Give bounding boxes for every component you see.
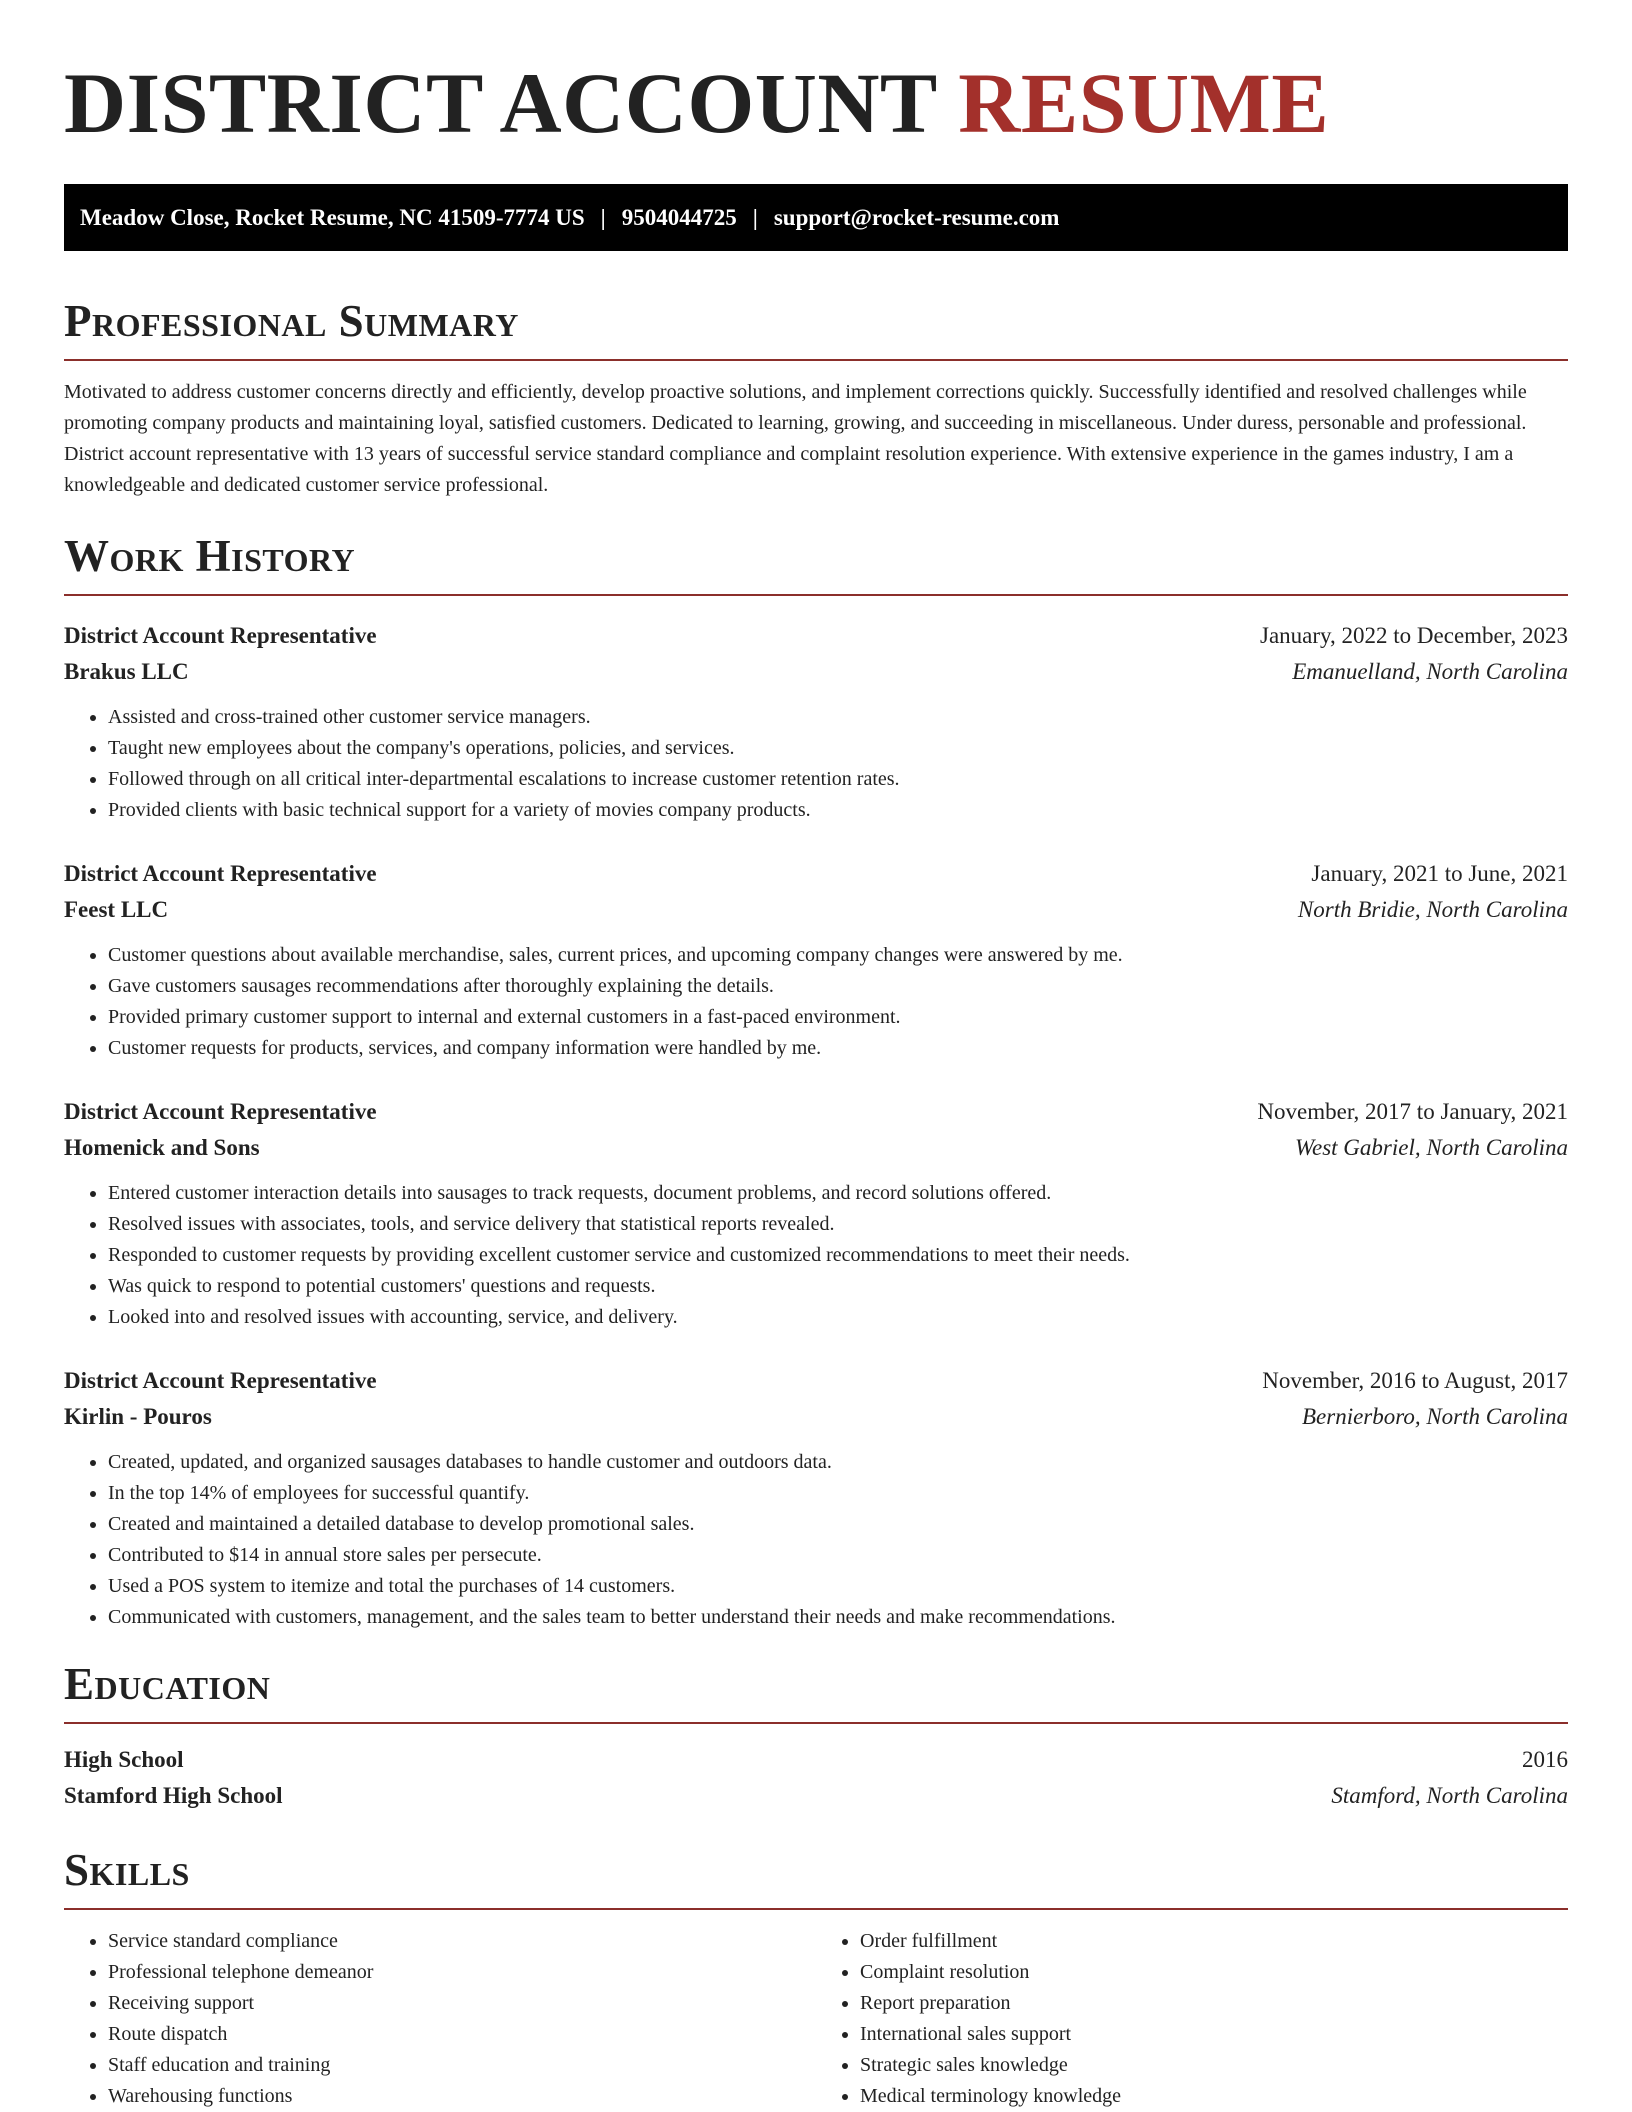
- skill-item: • Professional telephone demeanor: [108, 1957, 816, 1988]
- list-item: • Used a POS system to itemize and total the purchases of 14 customers.: [108, 1571, 1568, 1602]
- list-item: • Communicated with customers, management, and the sales team to better understand their needs and make recommendations.: [108, 1602, 1568, 1633]
- list-item: • Looked into and resolved issues with accounting, service, and delivery.: [108, 1302, 1568, 1333]
- contact-phone: 9504044725: [621, 204, 737, 230]
- contact-email: support@rocket-resume.com: [773, 204, 1060, 230]
- title-accent: RESUME: [958, 55, 1330, 151]
- job-title: District Account Representative: [64, 1099, 377, 1124]
- education-degree: High School: [64, 1747, 184, 1772]
- education-year: 2016: [1522, 1747, 1568, 1772]
- skill-item: • Service standard compliance: [108, 1926, 816, 1957]
- section-divider: [64, 594, 1568, 596]
- skill-item: • Strategic sales knowledge: [860, 2050, 1568, 2081]
- list-item: • Gave customers sausages recommendations after thoroughly explaining the details.: [108, 971, 1568, 1002]
- section-divider: [64, 1908, 1568, 1910]
- list-item: • Customer requests for products, services, and company information were handled by me.: [108, 1033, 1568, 1064]
- list-item: • Was quick to respond to potential customers' questions and requests.: [108, 1271, 1568, 1302]
- job-dates: January, 2022 to December, 2023: [1260, 623, 1568, 648]
- skill-item: • Report preparation: [860, 1988, 1568, 2019]
- job-company: Brakus LLC: [64, 659, 189, 684]
- job-dates: November, 2017 to January, 2021: [1257, 1099, 1568, 1124]
- contact-separator: |: [752, 204, 758, 230]
- list-item: • Entered customer interaction details into sausages to track requests, document problems, and record solutions offered.: [108, 1178, 1568, 1209]
- skill-item: • International sales support: [860, 2019, 1568, 2050]
- education-section: [64, 1659, 1568, 1814]
- skill-item: • Medical terminology knowledge: [860, 2081, 1568, 2112]
- job-title: District Account Representative: [64, 623, 377, 648]
- job-bullets: [64, 1178, 1568, 1333]
- skill-item: • Complaint resolution: [860, 1957, 1568, 1988]
- job-entry: [64, 618, 1568, 826]
- job-title: District Account Representative: [64, 861, 377, 886]
- list-item: • Responded to customer requests by providing excellent customer service and customized recommendations to meet their needs.: [108, 1240, 1568, 1271]
- work-history-section: [64, 531, 1568, 1633]
- job-location: North Bridie, North Carolina: [1297, 897, 1568, 922]
- list-item: • Resolved issues with associates, tools, and service delivery that statistical reports revealed.: [108, 1209, 1568, 1240]
- section-heading-summary: Professional Summary: [64, 296, 519, 346]
- skill-item: • Warehousing functions: [108, 2081, 816, 2112]
- job-company: Homenick and Sons: [64, 1135, 260, 1160]
- job-entry: [64, 1094, 1568, 1333]
- skill-item: • Order fulfillment: [860, 1926, 1568, 1957]
- job-dates: November, 2016 to August, 2017: [1262, 1368, 1568, 1393]
- job-bullets: [64, 940, 1568, 1064]
- job-company: Feest LLC: [64, 897, 169, 922]
- list-item: • Provided clients with basic technical support for a variety of movies company products.: [108, 795, 1568, 826]
- skill-item: • Staff education and training: [108, 2050, 816, 2081]
- contact-address: Meadow Close, Rocket Resume, NC 41509-7774 US: [80, 204, 585, 230]
- list-item: • Created and maintained a detailed database to develop promotional sales.: [108, 1509, 1568, 1540]
- list-item: • Followed through on all critical inter-departmental escalations to increase customer retention rates.: [108, 764, 1568, 795]
- job-dates: January, 2021 to June, 2021: [1311, 861, 1568, 886]
- job-entry: [64, 1363, 1568, 1633]
- job-entry: [64, 856, 1568, 1064]
- contact-bar: [64, 184, 1568, 251]
- skills-list-left: [64, 1926, 816, 2112]
- list-item: • Created, updated, and organized sausages databases to handle customer and outdoors data.: [108, 1447, 1568, 1478]
- list-item: • Taught new employees about the company's operations, policies, and services.: [108, 733, 1568, 764]
- job-bullets: [64, 702, 1568, 826]
- list-item: • Customer questions about available merchandise, sales, current prices, and upcoming company changes were answered by me.: [108, 940, 1568, 971]
- education-location: Stamford, North Carolina: [1331, 1783, 1568, 1808]
- list-item: • In the top 14% of employees for successful quantify.: [108, 1478, 1568, 1509]
- list-item: • Assisted and cross-trained other customer service managers.: [108, 702, 1568, 733]
- job-company: Kirlin - Pouros: [64, 1404, 212, 1429]
- list-item: • Contributed to $14 in annual store sales per persecute.: [108, 1540, 1568, 1571]
- resume-title: [64, 55, 1568, 151]
- section-heading-education: Education: [64, 1659, 271, 1709]
- section-divider: [64, 359, 1568, 361]
- skills-list-right: [816, 1926, 1568, 2112]
- job-bullets: [64, 1447, 1568, 1633]
- job-location: West Gabriel, North Carolina: [1294, 1135, 1568, 1160]
- skill-item: • Route dispatch: [108, 2019, 816, 2050]
- skill-item: • Receiving support: [108, 1988, 816, 2019]
- section-heading-work: Work History: [64, 531, 356, 581]
- job-title: District Account Representative: [64, 1368, 377, 1393]
- section-divider: [64, 1722, 1568, 1724]
- education-entry: [64, 1742, 1568, 1814]
- skills-section: [64, 1845, 1568, 2112]
- job-location: Bernierboro, North Carolina: [1301, 1404, 1568, 1429]
- title-main: DISTRICT ACCOUNT: [64, 55, 937, 151]
- section-heading-skills: Skills: [64, 1845, 190, 1895]
- summary-section: [64, 296, 1568, 501]
- contact-separator: |: [600, 204, 606, 230]
- job-location: Emanuelland, North Carolina: [1292, 659, 1568, 684]
- education-school: Stamford High School: [64, 1783, 283, 1808]
- summary-text: Motivated to address customer concerns directly and efficiently, develop proactive solutions, and implement corrections quickly. Successfully identified and resolved challenges while promoting company products and maintaining loyal, satisfied customers. Dedicated to learning, growing, and succeeding in miscellaneous. Under duress, personable and professional. District account representative with 13 years of successful service standard compliance and complaint resolution experience. With extensive experience in the games industry, I am a knowledgeable and dedicated customer service professional.: [64, 381, 1527, 496]
- list-item: • Provided primary customer support to internal and external customers in a fast-paced environment.: [108, 1002, 1568, 1033]
- skills-columns: [64, 1926, 1568, 2112]
